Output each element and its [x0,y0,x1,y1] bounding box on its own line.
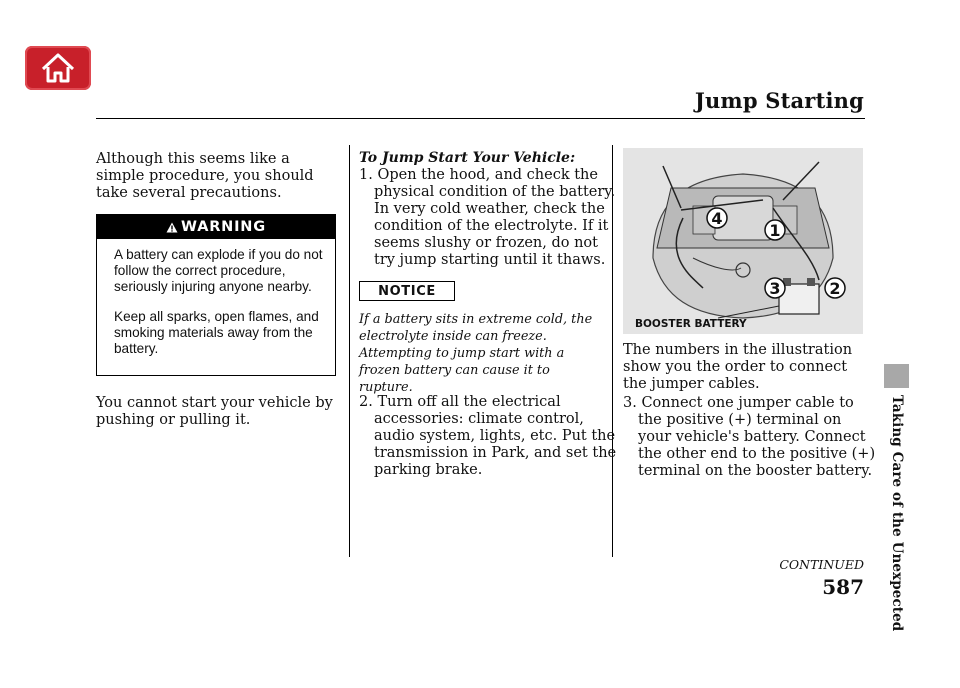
warning-triangle-icon [166,222,178,233]
warning-text [114,247,329,357]
step-2: 2. Turn off all the electrical accessories: climate control, audio system, lights, etc. Put the transmission in Park, and set the parking brake. [359,394,617,478]
callout-2: 2 [829,279,841,298]
callout-1: 1 [769,221,781,240]
notice-label: NOTICE [359,281,455,301]
callout-4: 4 [711,209,723,228]
step-1: 1. Open the hood, and check the physical condition of the battery. In very cold weather, check the condition of the electrolyte. If it seems slushy or frozen, do not try jump starting until it thaws. [359,167,616,268]
warning-heading: WARNING [181,219,266,235]
page-title: Jump Starting [694,88,864,113]
home-icon [39,51,77,85]
callout-3: 3 [769,279,781,298]
outro-paragraph: You cannot start your vehicle by pushing or pulling it. [96,395,333,428]
illustration-caption: The numbers in the illustration show you the order to connect the jumper cables. [623,342,853,392]
engine-bay-drawing [623,148,863,334]
header-rule [96,118,865,119]
intro-paragraph: Although this seems like a simple procedure, you should take several precautions. [96,151,314,201]
section-tab-label: Taking Care of the Unexpected [889,395,905,632]
section-heading: To Jump Start Your Vehicle: [359,150,576,166]
notice-text: If a battery sits in extreme cold, the electrolyte inside can freeze. Attempting to jump start with a frozen battery can cause it to rupture. [359,312,593,395]
warning-header [97,215,335,239]
booster-battery-label: BOOSTER BATTERY [635,318,747,330]
warning-box [96,214,336,376]
column-divider [349,145,350,557]
home-button[interactable] [25,46,91,90]
warning-paragraph: A battery can explode if you do not follow the correct procedure, seriously injuring anyone nearby. [114,247,323,294]
warning-paragraph: Keep all sparks, open flames, and smoking materials away from the battery. [114,309,319,356]
engine-bay-illustration [623,148,863,334]
continued-label: CONTINUED [779,557,864,572]
page-number: 587 [822,575,864,599]
step-3: 3. Connect one jumper cable to the positive (+) terminal on your vehicle's battery. Connect the other end to the positive (+) terminal on the booster battery. [623,395,876,479]
section-tab-marker [884,364,909,388]
